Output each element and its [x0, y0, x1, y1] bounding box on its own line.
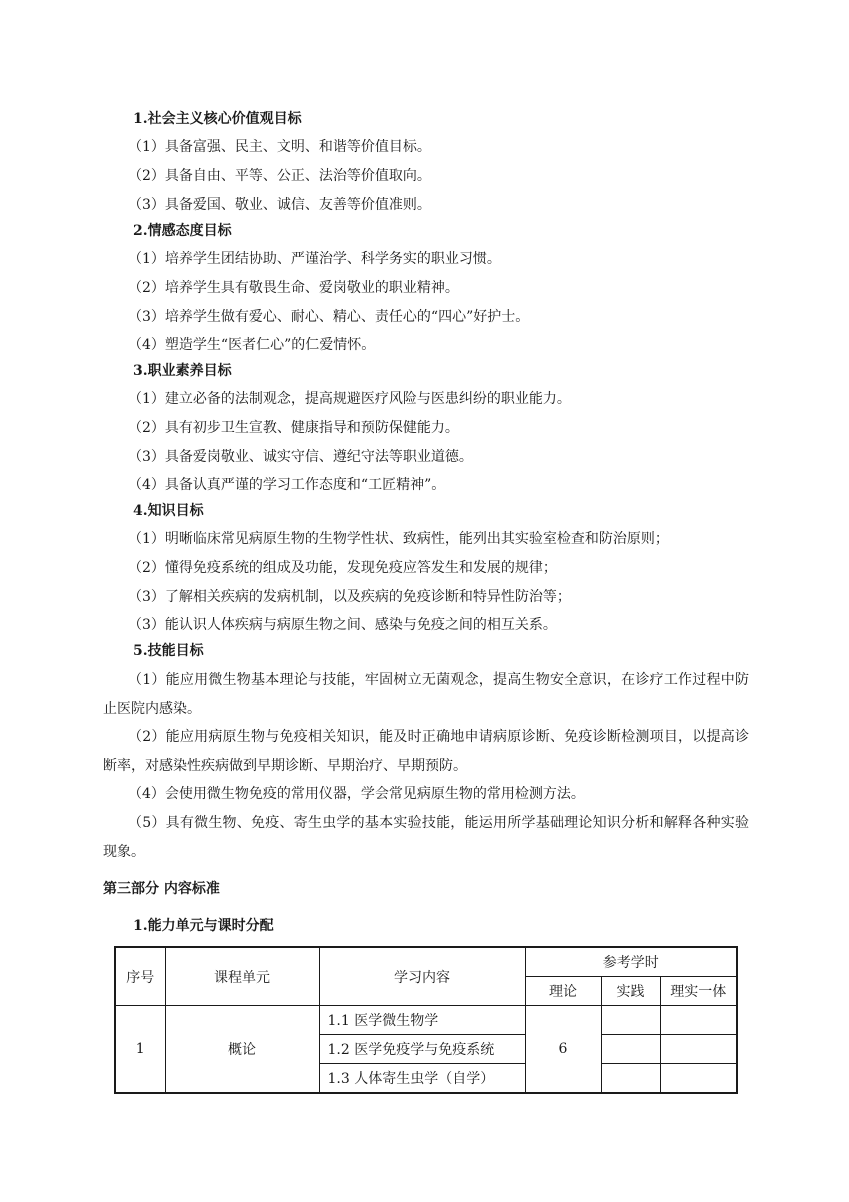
cell-unit: 概论	[165, 1006, 319, 1094]
list-item: （1）培养学生团结协助、严谨治学、科学务实的职业习惯。	[128, 251, 501, 267]
cell-integrated	[660, 1035, 737, 1064]
cell-integrated	[660, 1064, 737, 1094]
list-item: （1）建立必备的法制观念，提高规避医疗风险与医患纠纷的职业能力。	[128, 391, 571, 407]
list-item: （3）能认识人体疾病与病原生物之间、感染与免疫之间的相互关系。	[128, 617, 557, 633]
table-row	[115, 1006, 737, 1035]
list-item: （2）培养学生具有敬畏生命、爱岗敬业的职业精神。	[128, 280, 459, 296]
list-item: （1）具备富强、民主、文明、和谐等价值目标。	[128, 139, 431, 155]
cell-practice	[601, 1064, 660, 1094]
section-title-professionalism: 3.职业素养目标	[133, 363, 232, 379]
section-title-knowledge: 4.知识目标	[133, 503, 204, 519]
part-title: 第三部分 内容标准	[103, 881, 220, 897]
list-item: （3）培养学生做有爱心、耐心、精心、责任心的“四心”好护士。	[128, 309, 530, 325]
list-item: （4）具备认真严谨的学习工作态度和“工匠精神”。	[128, 477, 446, 493]
section-title-attitude: 2.情感态度目标	[133, 223, 232, 239]
list-item: （4）塑造学生“医者仁心”的仁爱情怀。	[128, 337, 376, 353]
list-item: （3）具备爱岗敬业、诚实守信、遵纪守法等职业道德。	[128, 449, 473, 465]
cell-integrated	[660, 1006, 737, 1035]
list-item: （1）明晰临床常见病原生物的生物学性状、致病性，能列出其实验室检查和防治原则；	[128, 531, 669, 547]
list-item: （2）具备自由、平等、公正、法治等价值取向。	[128, 168, 431, 184]
cell-practice	[601, 1006, 660, 1035]
list-item: （2）懂得免疫系统的组成及功能，发现免疫应答发生和发展的规律；	[128, 560, 557, 576]
cell-theory: 6	[525, 1006, 601, 1094]
subsection-title: 1.能力单元与课时分配	[133, 918, 274, 934]
skill-paragraph: （5）具有微生物、免疫、寄生虫学的基本实验技能，能运用所学基础理论知识分析和解释各种实验现象。	[103, 815, 749, 860]
header-practice: 实践	[601, 977, 660, 1006]
section-title-core-values: 1.社会主义核心价值观目标	[133, 111, 302, 127]
header-integrated: 理实一体	[660, 977, 737, 1006]
cell-no: 1	[115, 1006, 165, 1094]
section-title-skills: 5.技能目标	[133, 643, 204, 659]
header-content: 学习内容	[319, 947, 525, 1006]
hours-allocation-table	[114, 946, 738, 1094]
header-no: 序号	[115, 947, 165, 1006]
cell-content: 1.3 人体寄生虫学（自学）	[319, 1064, 525, 1094]
list-item: （3）具备爱国、敬业、诚信、友善等价值准则。	[128, 197, 431, 213]
skill-paragraph: （2）能应用病原生物与免疫相关知识，能及时正确地申请病原诊断、免疫诊断检测项目，以提高诊断率，对感染性疾病做到早期诊断、早期治疗、早期预防。	[103, 729, 749, 774]
cell-content: 1.1 医学微生物学	[319, 1006, 525, 1035]
header-unit: 课程单元	[165, 947, 319, 1006]
list-item: （3）了解相关疾病的发病机制，以及疾病的免疫诊断和特异性防治等；	[128, 589, 571, 605]
skill-paragraph: （1）能应用微生物基本理论与技能，牢固树立无菌观念，提高生物安全意识，在诊疗工作过程中防止医院内感染。	[103, 672, 749, 717]
header-theory: 理论	[525, 977, 601, 1006]
skill-paragraph: （4）会使用微生物免疫的常用仪器，学会常见病原生物的常用检测方法。	[128, 786, 585, 802]
cell-practice	[601, 1035, 660, 1064]
cell-content: 1.2 医学免疫学与免疫系统	[319, 1035, 525, 1064]
list-item: （2）具有初步卫生宣教、健康指导和预防保健能力。	[128, 420, 459, 436]
header-ref-hours: 参考学时	[525, 947, 737, 977]
